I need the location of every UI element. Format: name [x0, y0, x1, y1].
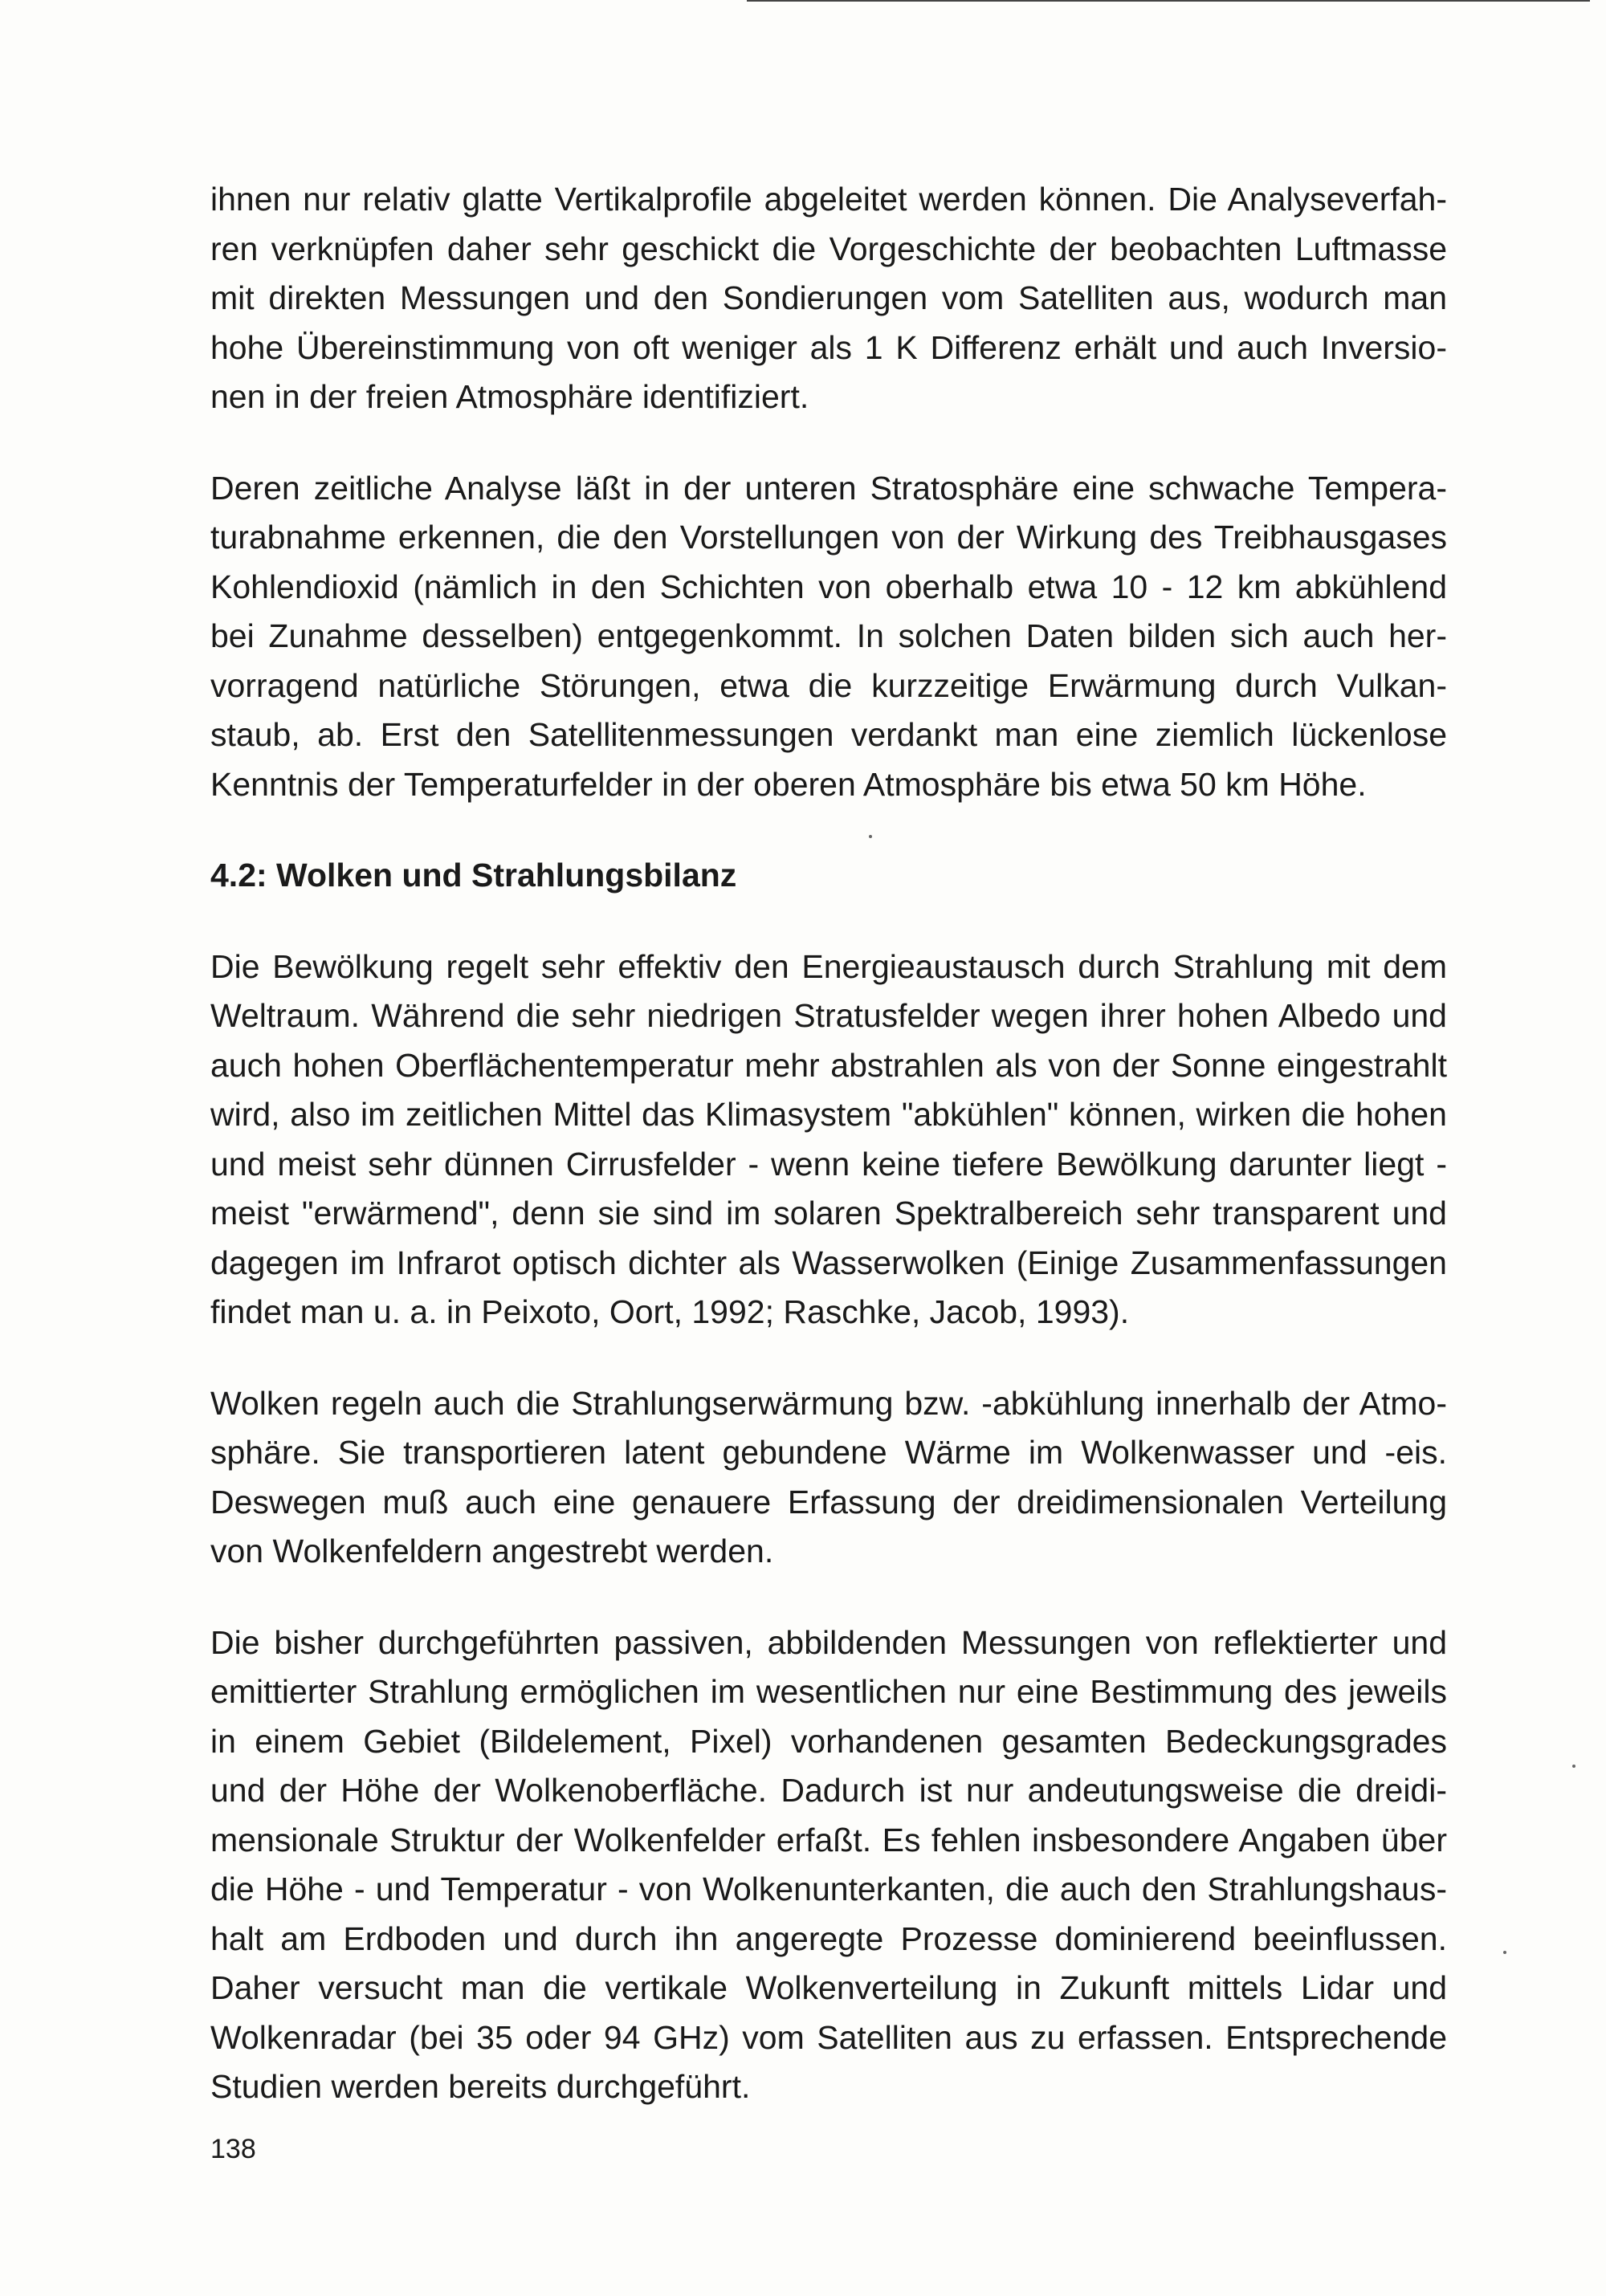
page-number: 138 — [210, 2134, 256, 2164]
page-body — [210, 175, 1447, 2112]
text-line: von Wolkenfeldern angestrebt werden. — [210, 1533, 774, 1569]
paragraph-2 — [210, 464, 1447, 810]
text-line: dagegen im Infrarot optisch dichter als Wasserwolken (Einige Zusammenfassungen — [210, 1244, 1447, 1281]
paragraph-3 — [210, 942, 1447, 1337]
text-line: halt am Erdboden und durch ihn angeregte Prozesse dominierend beeinflussen. — [210, 1919, 1447, 1957]
text-line: auch hohen Oberflächentemperatur mehr abstrahlen als von der Sonne eingestrahlt — [210, 1046, 1447, 1084]
text-line: Wolkenradar (bei 35 oder 94 GHz) vom Satelliten aus zu erfassen. Entsprechende — [210, 2018, 1447, 2056]
text-line: turabnahme erkennen, die den Vorstellungen von der Wirkung des Treibhausgases — [210, 519, 1447, 556]
text-line: sphäre. Sie transportieren latent gebundene Wärme im Wolkenwasser und -eis. — [210, 1434, 1447, 1471]
text-line: ihnen nur relativ glatte Vertikalprofile abgeleitet werden können. Die Analyseverfah- — [210, 181, 1447, 218]
text-line: in einem Gebiet (Bildelement, Pixel) vorhandenen gesamten Bedeckungsgrades — [210, 1722, 1447, 1760]
paragraph-5 — [210, 1618, 1447, 2112]
text-line: mit direkten Messungen und den Sondierungen vom Satelliten aus, wodurch man — [210, 279, 1447, 316]
paragraph-4 — [210, 1379, 1447, 1577]
text-line: meist "erwärmend", denn sie sind im solaren Spektralbereich sehr transparent und — [210, 1195, 1447, 1231]
paragraph-gap — [210, 809, 1447, 851]
text-line: Kenntnis der Temperaturfelder in der oberen Atmosphäre bis etwa 50 km Höhe. — [210, 765, 1367, 803]
text-line: ren verknüpfen daher sehr geschickt die Vorgeschichte der beobachten Luftmasse — [210, 230, 1447, 267]
text-line: Die bisher durchgeführten passiven, abbildenden Messungen von reflektierter und — [210, 1623, 1447, 1661]
scan-speck — [869, 835, 872, 838]
paragraph-gap — [210, 1577, 1447, 1618]
text-line: Daher versucht man die vertikale Wolkenverteilung in Zukunft mittels Lidar und — [210, 1969, 1447, 2006]
text-line: mensionale Struktur der Wolkenfelder erfaßt. Es fehlen insbesondere Angaben über — [210, 1821, 1447, 1858]
paragraph-gap — [210, 422, 1447, 464]
paragraph-gap — [210, 1337, 1447, 1379]
text-line: Deren zeitliche Analyse läßt in der unteren Stratosphäre eine schwache Tempera- — [210, 469, 1447, 507]
section-heading: 4.2: Wolken und Strahlungsbilanz — [210, 857, 737, 894]
text-line: die Höhe - und Temperatur - von Wolkenunterkanten, die auch den Strahlungshaus- — [210, 1871, 1447, 1907]
text-line: hohe Übereinstimmung von oft weniger als 1 K Differenz erhält und auch Inversio- — [210, 328, 1447, 366]
text-line: und der Höhe der Wolkenoberfläche. Dadurch ist nur andeutungsweise die dreidi- — [210, 1772, 1447, 1809]
text-line: staub, ab. Erst den Satellitenmessungen verdankt man eine ziemlich lückenlose — [210, 716, 1447, 753]
text-line: nen in der freien Atmosphäre identifiziert. — [210, 378, 809, 415]
top-rule — [747, 0, 1590, 2]
scan-speck — [1503, 1951, 1506, 1954]
text-line: Wolken regeln auch die Strahlungserwärmung bzw. -abkühlung innerhalb der Atmo- — [210, 1384, 1447, 1422]
text-line: vorragend natürliche Störungen, etwa die kurzzeitige Erwärmung durch Vulkan- — [210, 666, 1447, 704]
text-line: Deswegen muß auch eine genauere Erfassung der dreidimensionalen Verteilung — [210, 1483, 1447, 1520]
scan-speck — [1572, 1765, 1575, 1768]
text-line: findet man u. a. in Peixoto, Oort, 1992; Raschke, Jacob, 1993). — [210, 1293, 1130, 1330]
text-line: bei Zunahme desselben) entgegenkommt. In solchen Daten bilden sich auch her- — [210, 617, 1447, 654]
paragraph-1 — [210, 175, 1447, 422]
text-line: Die Bewölkung regelt sehr effektiv den Energieaustausch durch Strahlung mit dem — [210, 947, 1447, 985]
text-line: emittierter Strahlung ermöglichen im wesentlichen nur eine Bestimmung des jeweils — [210, 1673, 1447, 1710]
paragraph-gap — [210, 901, 1447, 942]
text-line: Weltraum. Während die sehr niedrigen Stratusfelder wegen ihrer hohen Albedo und — [210, 997, 1447, 1034]
text-line: Studien werden bereits durchgeführt. — [210, 2068, 751, 2105]
text-line: wird, also im zeitlichen Mittel das Klimasystem "abkühlen" können, wirken die hohen — [210, 1096, 1447, 1133]
text-line: Kohlendioxid (nämlich in den Schichten von oberhalb etwa 10 - 12 km abkühlend — [210, 568, 1447, 605]
text-line: und meist sehr dünnen Cirrusfelder - wenn keine tiefere Bewölkung darunter liegt - — [210, 1145, 1447, 1183]
